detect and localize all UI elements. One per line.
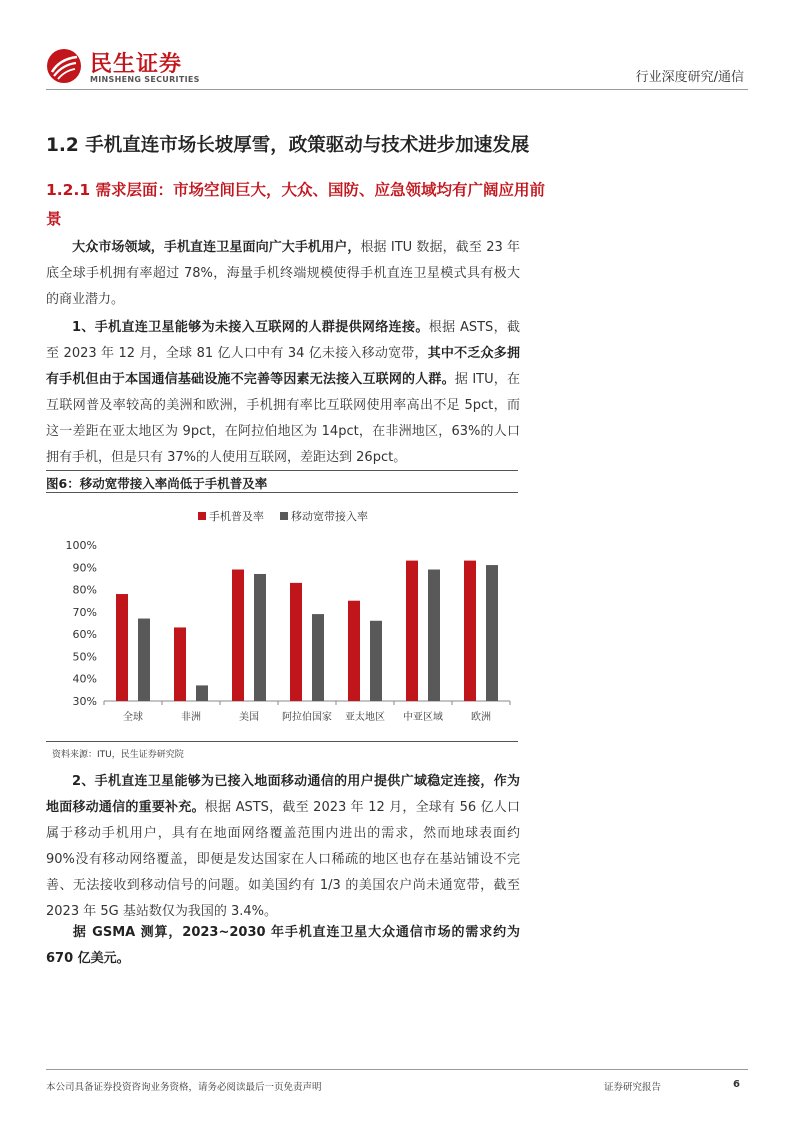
legend-label: 手机普及率 [209, 510, 264, 523]
paragraph-bold-text: 大众市场领域，手机直连卫星面向广大手机用户， [72, 240, 361, 255]
paragraph-text: 根据 ITU 数据，截至 23 年底全球手机拥有率超过 78%，海量手机终端规模使得手机直连卫星模式具有极大的商业潜力。 [46, 240, 520, 307]
y-tick-label: 100% [65, 539, 97, 552]
bar-broadband-access [312, 614, 324, 701]
x-tick-label: 欧洲 [471, 712, 491, 723]
bar-mobile-penetration [174, 627, 186, 701]
legend-swatch [198, 512, 206, 520]
footer-report-type: 证券研究报告 [604, 1082, 662, 1093]
footer-disclaimer: 本公司具备证券投资咨询业务资格，请务必阅读最后一页免责声明 [46, 1082, 322, 1093]
paragraph-terrestrial-supplement [46, 769, 520, 925]
paragraph-unconnected-population [46, 315, 520, 471]
header-divider [46, 89, 748, 90]
y-tick-label: 40% [72, 672, 97, 686]
footer-divider [46, 1069, 748, 1070]
logo-text-cn: 民生证券 [90, 52, 183, 77]
figure-top-rule [46, 470, 518, 471]
paragraph-bold-text: 其中不乏众多拥有手机但由于本国通信基础设施不完善等因素无法接入互联网的人群。 [46, 346, 520, 387]
y-tick-label: 60% [72, 628, 97, 642]
paragraph-gsma-estimate [46, 920, 520, 972]
bar-mobile-penetration [116, 594, 128, 701]
figure-title: 图6：移动宽带接入率尚低于手机普及率 [46, 476, 268, 491]
minsheng-logo-icon [46, 48, 82, 84]
bar-chart [46, 493, 518, 739]
bar-mobile-penetration [464, 561, 476, 701]
y-tick-label: 80% [72, 583, 97, 597]
bar-broadband-access [370, 621, 382, 701]
bar-broadband-access [254, 574, 266, 701]
y-tick-label: 30% [72, 695, 97, 708]
legend-label: 移动宽带接入率 [291, 510, 368, 523]
bar-broadband-access [138, 619, 150, 701]
x-tick-label: 中亚区域 [403, 712, 443, 723]
logo-text-en: MINSHENG SECURITIES [90, 75, 200, 84]
page-number: 6 [733, 1079, 740, 1090]
y-tick-label: 70% [72, 605, 97, 619]
paragraph-text: 根据 ASTS，截至 2023 年 12 月，全球 81 亿人口中有 34 亿未接入移动宽带， [46, 320, 520, 361]
paragraph-mass-market [46, 235, 520, 313]
x-tick-label: 亚太地区 [345, 712, 385, 723]
figure-bottom-rule [46, 741, 518, 742]
x-tick-label: 非洲 [181, 712, 201, 723]
paragraph-bold-text: 2、手机直连卫星能够为已接入地面移动通信的用户提供广域稳定连接，作为地面移动通信的重要补充。 [46, 774, 520, 815]
paragraph-bold-text: 1、手机直连卫星能够为未接入互联网的人群提供网络连接。 [72, 320, 429, 335]
y-tick-label: 50% [72, 650, 97, 664]
bar-mobile-penetration [406, 561, 418, 701]
y-tick-label: 90% [72, 561, 97, 575]
x-tick-label: 美国 [239, 712, 259, 723]
bar-mobile-penetration [348, 601, 360, 701]
bar-mobile-penetration [232, 570, 244, 701]
paragraph-text: 根据 ASTS，截至 2023 年 12 月，全球有 56 亿人口属于移动手机用户，具有在地面网络覆盖范围内进出的需求，然而地球表面约 90%没有移动网络覆盖，即便是发达国家在人口稀疏的地区也存在基站铺设不完善、无法接收到移动信号的问题。如美国约有 1/3 的美国农户尚未通宽带，截至 2023 年 5G 基站数仅为我国的 3.4%。 [46, 800, 520, 919]
section-heading: 1.2 手机直连市场长坡厚雪，政策驱动与技术进步加速发展 [46, 135, 530, 156]
paragraph-text: 据 ITU，在互联网普及率较高的美洲和欧洲，手机拥有率比互联网使用率高出不足 5pct，而这一差距在亚太地区为 9pct，在阿拉伯地区为 14pct，在非洲地区，63%的人口拥有手机，但是只有 37%的人使用互联网，差距达到 26pct。 [46, 372, 520, 465]
bar-broadband-access [196, 685, 208, 701]
bar-broadband-access [428, 570, 440, 701]
legend-swatch [280, 512, 288, 520]
bar-mobile-penetration [290, 583, 302, 701]
bar-broadband-access [486, 565, 498, 701]
figure-source: 资料来源：ITU，民生证券研究院 [52, 750, 184, 760]
x-tick-label: 阿拉伯国家 [282, 712, 332, 723]
paragraph-bold-text: 据 GSMA 测算，2023~2030 年手机直连卫星大众通信市场的需求约为 670 亿美元。 [46, 925, 520, 966]
subsection-heading: 1.2.1 需求层面：市场空间巨大，大众、国防、应急领域均有广阔应用前景 [46, 181, 546, 228]
report-category: 行业深度研究/通信 [635, 70, 744, 85]
x-tick-label: 全球 [123, 712, 143, 723]
